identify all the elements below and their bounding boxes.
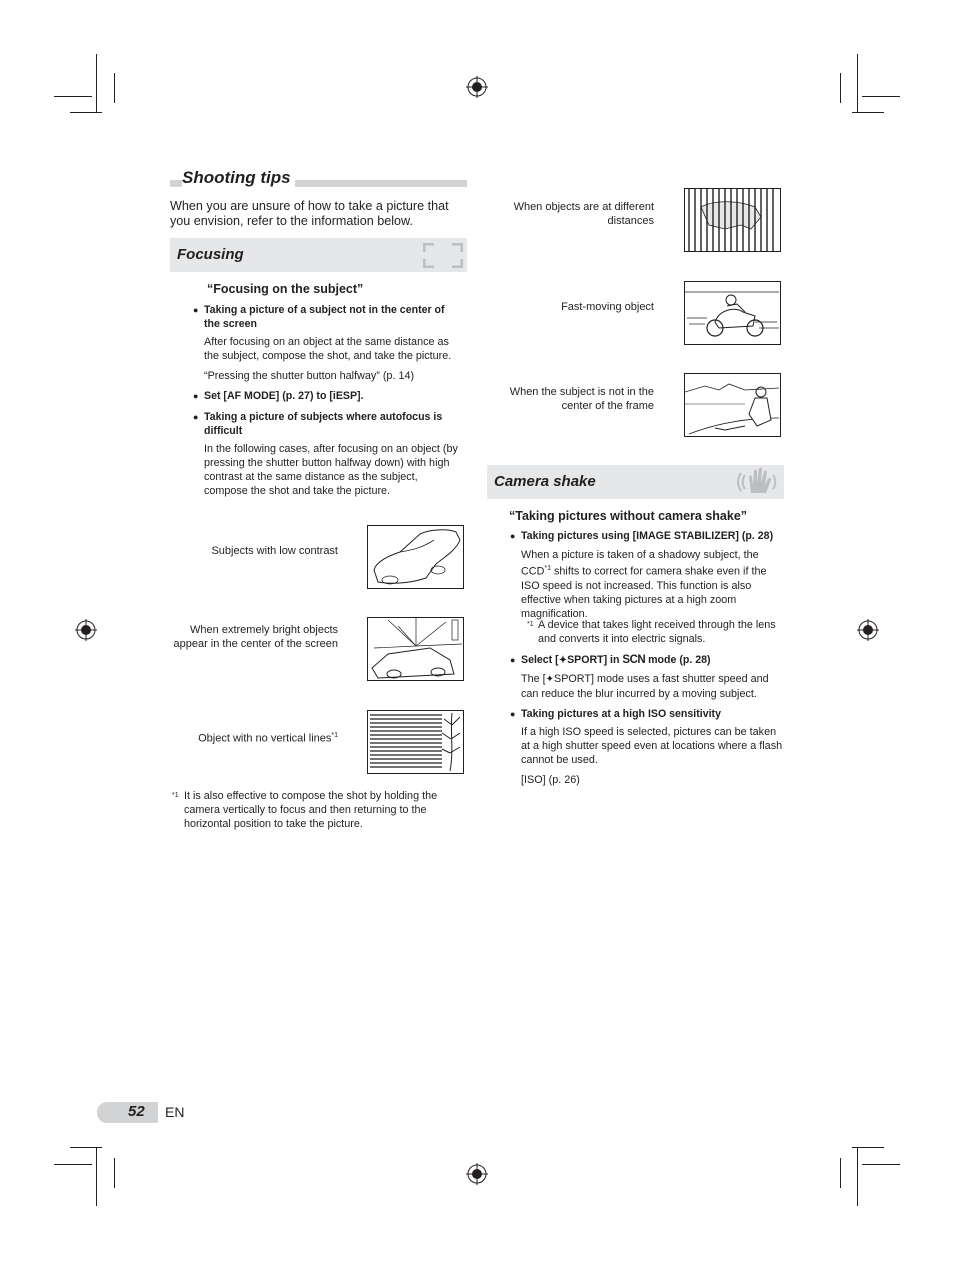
- car-outline-icon: [367, 525, 464, 589]
- crop-mark: [862, 1164, 900, 1165]
- crop-mark: [857, 1148, 858, 1206]
- footnote-text: It is also effective to compose the shot by holding the camera vertically to focus and then returning to the horizontal position to take the picture.: [184, 790, 438, 830]
- bullet-text: mode (p. 28): [645, 654, 711, 666]
- camera-shake-heading: Camera shake: [494, 473, 596, 490]
- page-title: Shooting tips: [182, 168, 295, 188]
- body-text: The [: [521, 673, 546, 685]
- bullet-text: SPORT] in: [567, 654, 623, 666]
- crop-mark: [96, 1148, 97, 1206]
- scn-mode-icon: SCN: [622, 654, 646, 666]
- tiger-cage-icon: [684, 188, 781, 252]
- case-caption-no-vertical-lines: [170, 729, 338, 746]
- focusing-heading: Focusing: [177, 246, 244, 263]
- page-number: 52: [128, 1103, 145, 1120]
- camera-shake-bullet-2: [510, 653, 783, 668]
- case-caption-low-contrast: Subjects with low contrast: [211, 545, 338, 557]
- bullet-dot-icon: ●: [193, 305, 199, 315]
- bullet-text: Taking a picture of subjects where autofocus is difficult: [204, 411, 443, 437]
- case-caption-fast-moving: Fast-moving object: [561, 301, 654, 313]
- camera-shake-bullet-1: [510, 529, 783, 543]
- crop-mark: [70, 1147, 102, 1148]
- crop-mark: [862, 96, 900, 97]
- focusing-bullet-1: [193, 303, 460, 331]
- crop-mark: [96, 54, 97, 112]
- camera-shake-bullet-3: [510, 707, 783, 721]
- focusing-subheading: “Focusing on the subject”: [207, 282, 364, 296]
- bullet-text: Taking pictures at a high ISO sensitivity: [521, 708, 721, 720]
- case-caption-bright-objects: When extremely bright objects appear in the center of the screen: [173, 624, 338, 650]
- crop-mark: [852, 112, 884, 113]
- intro-text: When you are unsure of how to take a picture that you envision, refer to the information below.: [170, 199, 449, 228]
- camera-shake-ref-3: [ISO] (p. 26): [521, 774, 580, 786]
- caption-text: Object with no vertical lines: [198, 732, 332, 745]
- camera-shake-subheading: “Taking pictures without camera shake”: [509, 509, 748, 523]
- focusing-bullet-3: [193, 410, 460, 438]
- footnote-ref: *1: [331, 732, 338, 739]
- registration-mark-icon: [466, 76, 488, 98]
- camera-shake-body-3: If a high ISO speed is selected, pictures can be taken at a high shutter speed even at locations where a flash cannot be used.: [521, 726, 783, 766]
- crop-mark: [840, 73, 841, 103]
- case-caption-different-distances: When objects are at different distances: [513, 201, 654, 227]
- bullet-dot-icon: ●: [510, 531, 516, 541]
- registration-mark-icon: [75, 619, 97, 641]
- footnote-ref: *1: [544, 565, 552, 572]
- sport-mode-icon: ✦: [545, 674, 554, 685]
- registration-mark-icon: [466, 1163, 488, 1185]
- sport-mode-icon: ✦: [558, 655, 568, 666]
- shaking-hand-icon: [737, 467, 779, 497]
- camera-shake-body-2: [521, 672, 783, 701]
- footnote-mark: [172, 789, 179, 806]
- focusing-body-3: In the following cases, after focusing on an object (by pressing the shutter button halfway down) with high contrast at the same distance as the subject, compose the shot and take the picture.: [204, 443, 458, 497]
- focusing-ref-1: “Pressing the shutter button halfway” (p. 14): [204, 370, 415, 382]
- crop-mark: [857, 54, 858, 112]
- horizontal-lines-icon: [367, 710, 464, 774]
- body-text: shifts to correct for camera shake even if the ISO speed is not increased. This function is also effective when taking pictures at a high zoom magnification.: [521, 565, 767, 620]
- note-mark-text: *1: [527, 621, 534, 628]
- bullet-text: Select [: [521, 654, 559, 666]
- bullet-text: Taking pictures using [IMAGE STABILIZER] (p. 28): [521, 530, 774, 542]
- focusing-bullet-2: [193, 389, 460, 403]
- focus-frame-icon: [423, 243, 463, 268]
- crop-mark: [114, 1158, 115, 1188]
- crop-mark: [54, 1164, 92, 1165]
- focusing-body-1: After focusing on an object at the same distance as the subject, compose the shot, and take the picture.: [204, 336, 452, 362]
- body-text: SPORT] mode uses a fast shutter speed and can reduce the blur incurred by a moving subject.: [521, 673, 769, 700]
- footnote-mark-text: *1: [172, 792, 179, 799]
- bullet-dot-icon: ●: [510, 655, 516, 665]
- camera-shake-note: A device that takes light received through the lens and converts it into electric signals.: [538, 619, 776, 645]
- bullet-dot-icon: ●: [193, 412, 199, 422]
- crop-mark: [852, 1147, 884, 1148]
- crop-mark: [54, 96, 92, 97]
- camera-shake-section-header: [487, 465, 784, 499]
- registration-mark-icon: [857, 619, 879, 641]
- bullet-dot-icon: ●: [510, 709, 516, 719]
- note-mark: [527, 618, 534, 635]
- person-beach-icon: [684, 373, 781, 437]
- body-text: When a picture is taken of a shadowy subject, the CCD: [521, 549, 759, 578]
- bullet-text: Taking a picture of a subject not in the center of the screen: [204, 304, 445, 330]
- crop-mark: [840, 1158, 841, 1188]
- page-title-bar: [170, 168, 467, 188]
- bullet-dot-icon: ●: [193, 391, 199, 401]
- bullet-text: Set [AF MODE] (p. 27) to [iESP].: [204, 390, 364, 402]
- language-label: EN: [165, 1104, 185, 1120]
- focusing-section-header: [170, 238, 467, 272]
- crop-mark: [114, 73, 115, 103]
- case-caption-not-centered: When the subject is not in the center of the frame: [509, 386, 654, 412]
- camera-shake-body-1: [521, 548, 775, 621]
- crop-mark: [70, 112, 102, 113]
- motorcycle-icon: [684, 281, 781, 345]
- car-sunburst-icon: [367, 617, 464, 681]
